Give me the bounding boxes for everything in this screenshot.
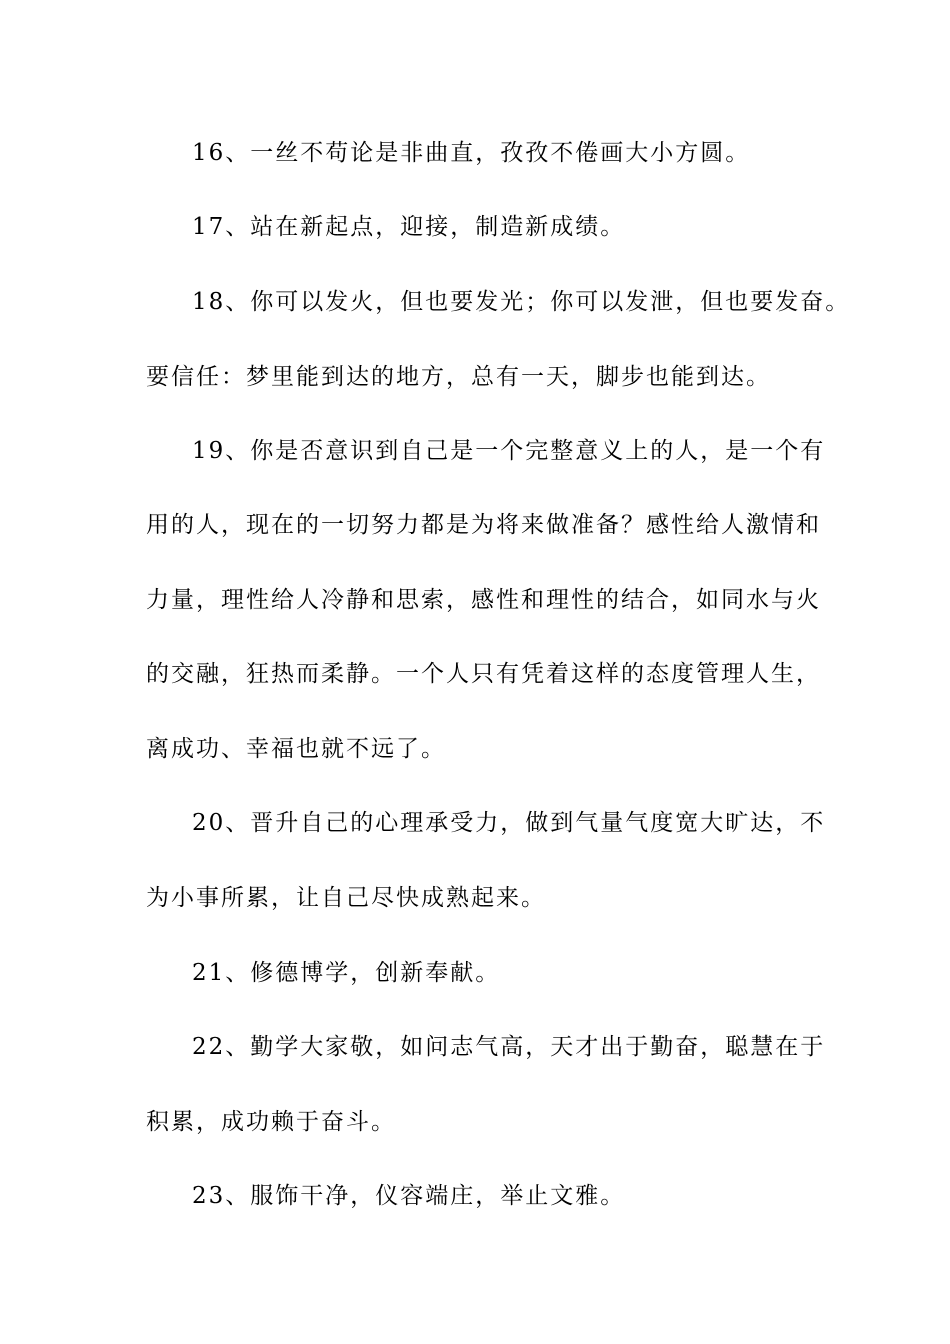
text-line-16: 16、一丝不苟论是非曲直，孜孜不倦画大小方圆。 [192,140,751,166]
text-line-22: 22、勤学大家敬，如问志气高，天才出于勤奋，聪慧在于 [192,1034,826,1060]
text-line-21: 21、修德博学，创新奉献。 [192,960,501,986]
text-line-19-cont-1: 用的人，现在的一切努力都是为将来做准备？感性给人激情和 [146,512,821,538]
text-line-20-cont: 为小事所累，让自己尽快成熟起来。 [146,885,546,911]
text-line-19-cont-4: 离成功、幸福也就不远了。 [146,736,446,762]
text-line-23: 23、服饰干净，仪容端庄，举止文雅。 [192,1183,626,1209]
text-line-18: 18、你可以发火，但也要发光；你可以发泄，但也要发奋。 [192,289,851,315]
text-line-18-cont: 要信任：梦里能到达的地方，总有一天，脚步也能到达。 [146,364,771,390]
text-line-17: 17、站在新起点，迎接，制造新成绩。 [192,214,626,240]
text-line-22-cont: 积累，成功赖于奋斗。 [146,1109,396,1135]
text-line-19-cont-3: 的交融，狂热而柔静。一个人只有凭着这样的态度管理人生， [146,661,821,687]
text-line-19-cont-2: 力量，理性给人冷静和思索，感性和理性的结合，如同水与火 [146,587,821,613]
text-line-19: 19、你是否意识到自己是一个完整意义上的人，是一个有 [192,438,826,464]
text-line-20: 20、晋升自己的心理承受力，做到气量气度宽大旷达，不 [192,810,826,836]
